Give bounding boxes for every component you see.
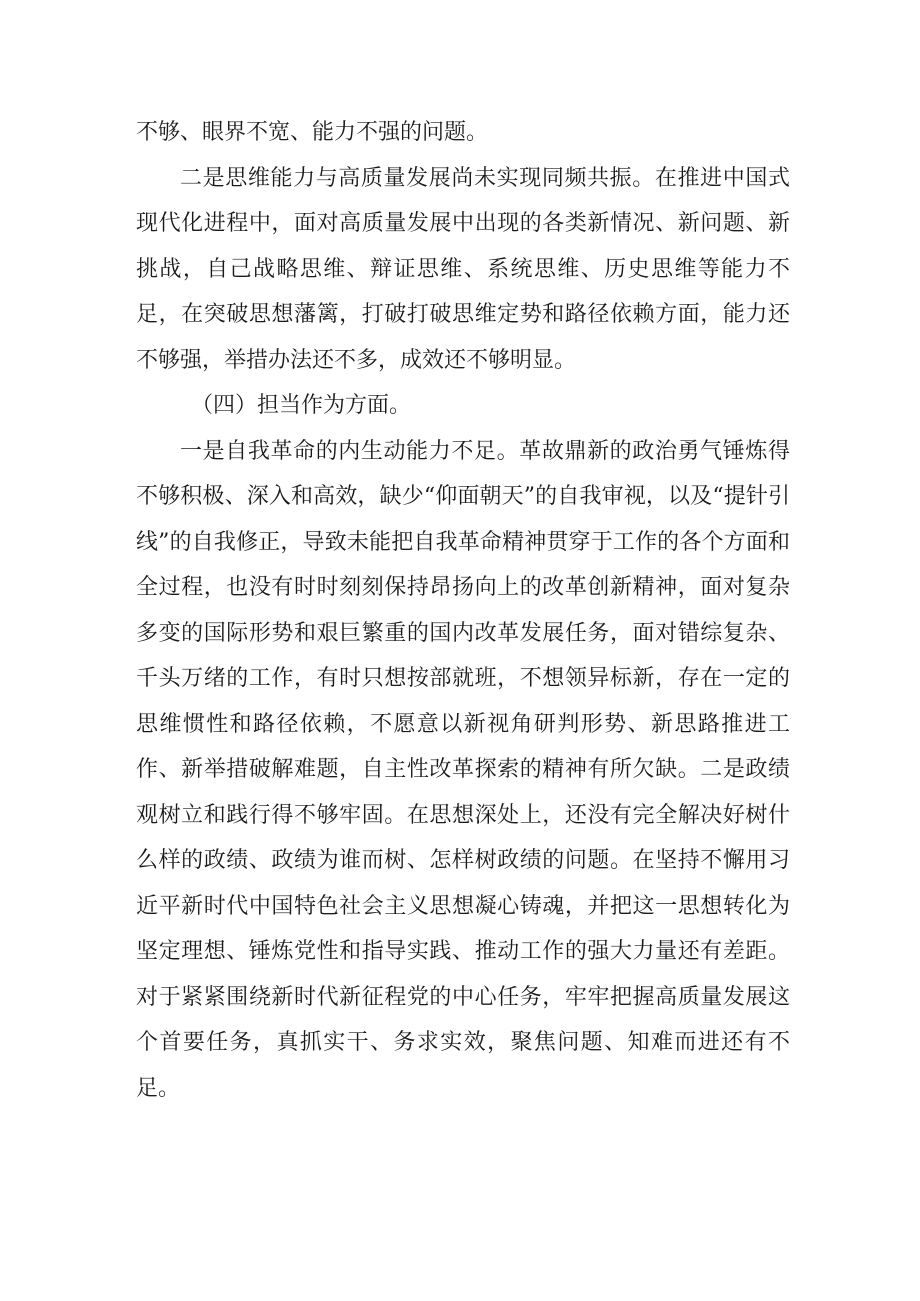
paragraph-self-revolution: 一是自我革命的内生动能力不足。革故鼎新的政治勇气锤炼得不够积极、深入和高效，缺少“仰面朝天”的自我审视，以及“提针引线”的自我修正，导致未能把自我革命精神贯穿于工作的各个方面和全过程，也没有时时刻刻保持昂扬向上的改革创新精神，面对复杂多变的国际形势和艰巨繁重的国内改革发展任务，面对错综复杂、千头万绪的工作，有时只想按部就班，不想领异标新，存在一定的思维惯性和路径依赖，不愿意以新视角研判形势、新思路推进工作、新举措破解难题，自主性改革探索的精神有所欠缺。二是政绩观树立和践行得不够牢固。在思想深处上，还没有完全解决好树什么样的政绩、政绩为谁而树、怎样树政绩的问题。在坚持不懈用习近平新时代中国特色社会主义思想凝心铸魂，并把这一思想转化为坚定理想、锤炼党性和指导实践、推动工作的强大力量还有差距。对于紧紧围绕新时代新征程党的中心任务，牢牢把握高质量发展这个首要任务，真抓实干、务求实效，聚焦问题、知难而进还有不足。	[136, 438, 790, 1101]
paragraph-continuation: 不够、眼界不宽、能力不强的问题。	[136, 120, 489, 145]
paragraph-thinking-ability: 二是思维能力与高质量发展尚未实现同频共振。在推进中国式现代化进程中，面对高质量发展中出现的各类新情况、新问题、新挑战，自己战略思维、辩证思维、系统思维、历史思维等能力不足，在突破思想藩篱，打破打破思维定势和路径依赖方面，能力还不够强，举措办法还不多，成效还不够明显。	[136, 165, 790, 373]
section-heading-responsibility: （四）担当作为方面。	[191, 393, 412, 418]
document-body	[136, 110, 790, 1111]
